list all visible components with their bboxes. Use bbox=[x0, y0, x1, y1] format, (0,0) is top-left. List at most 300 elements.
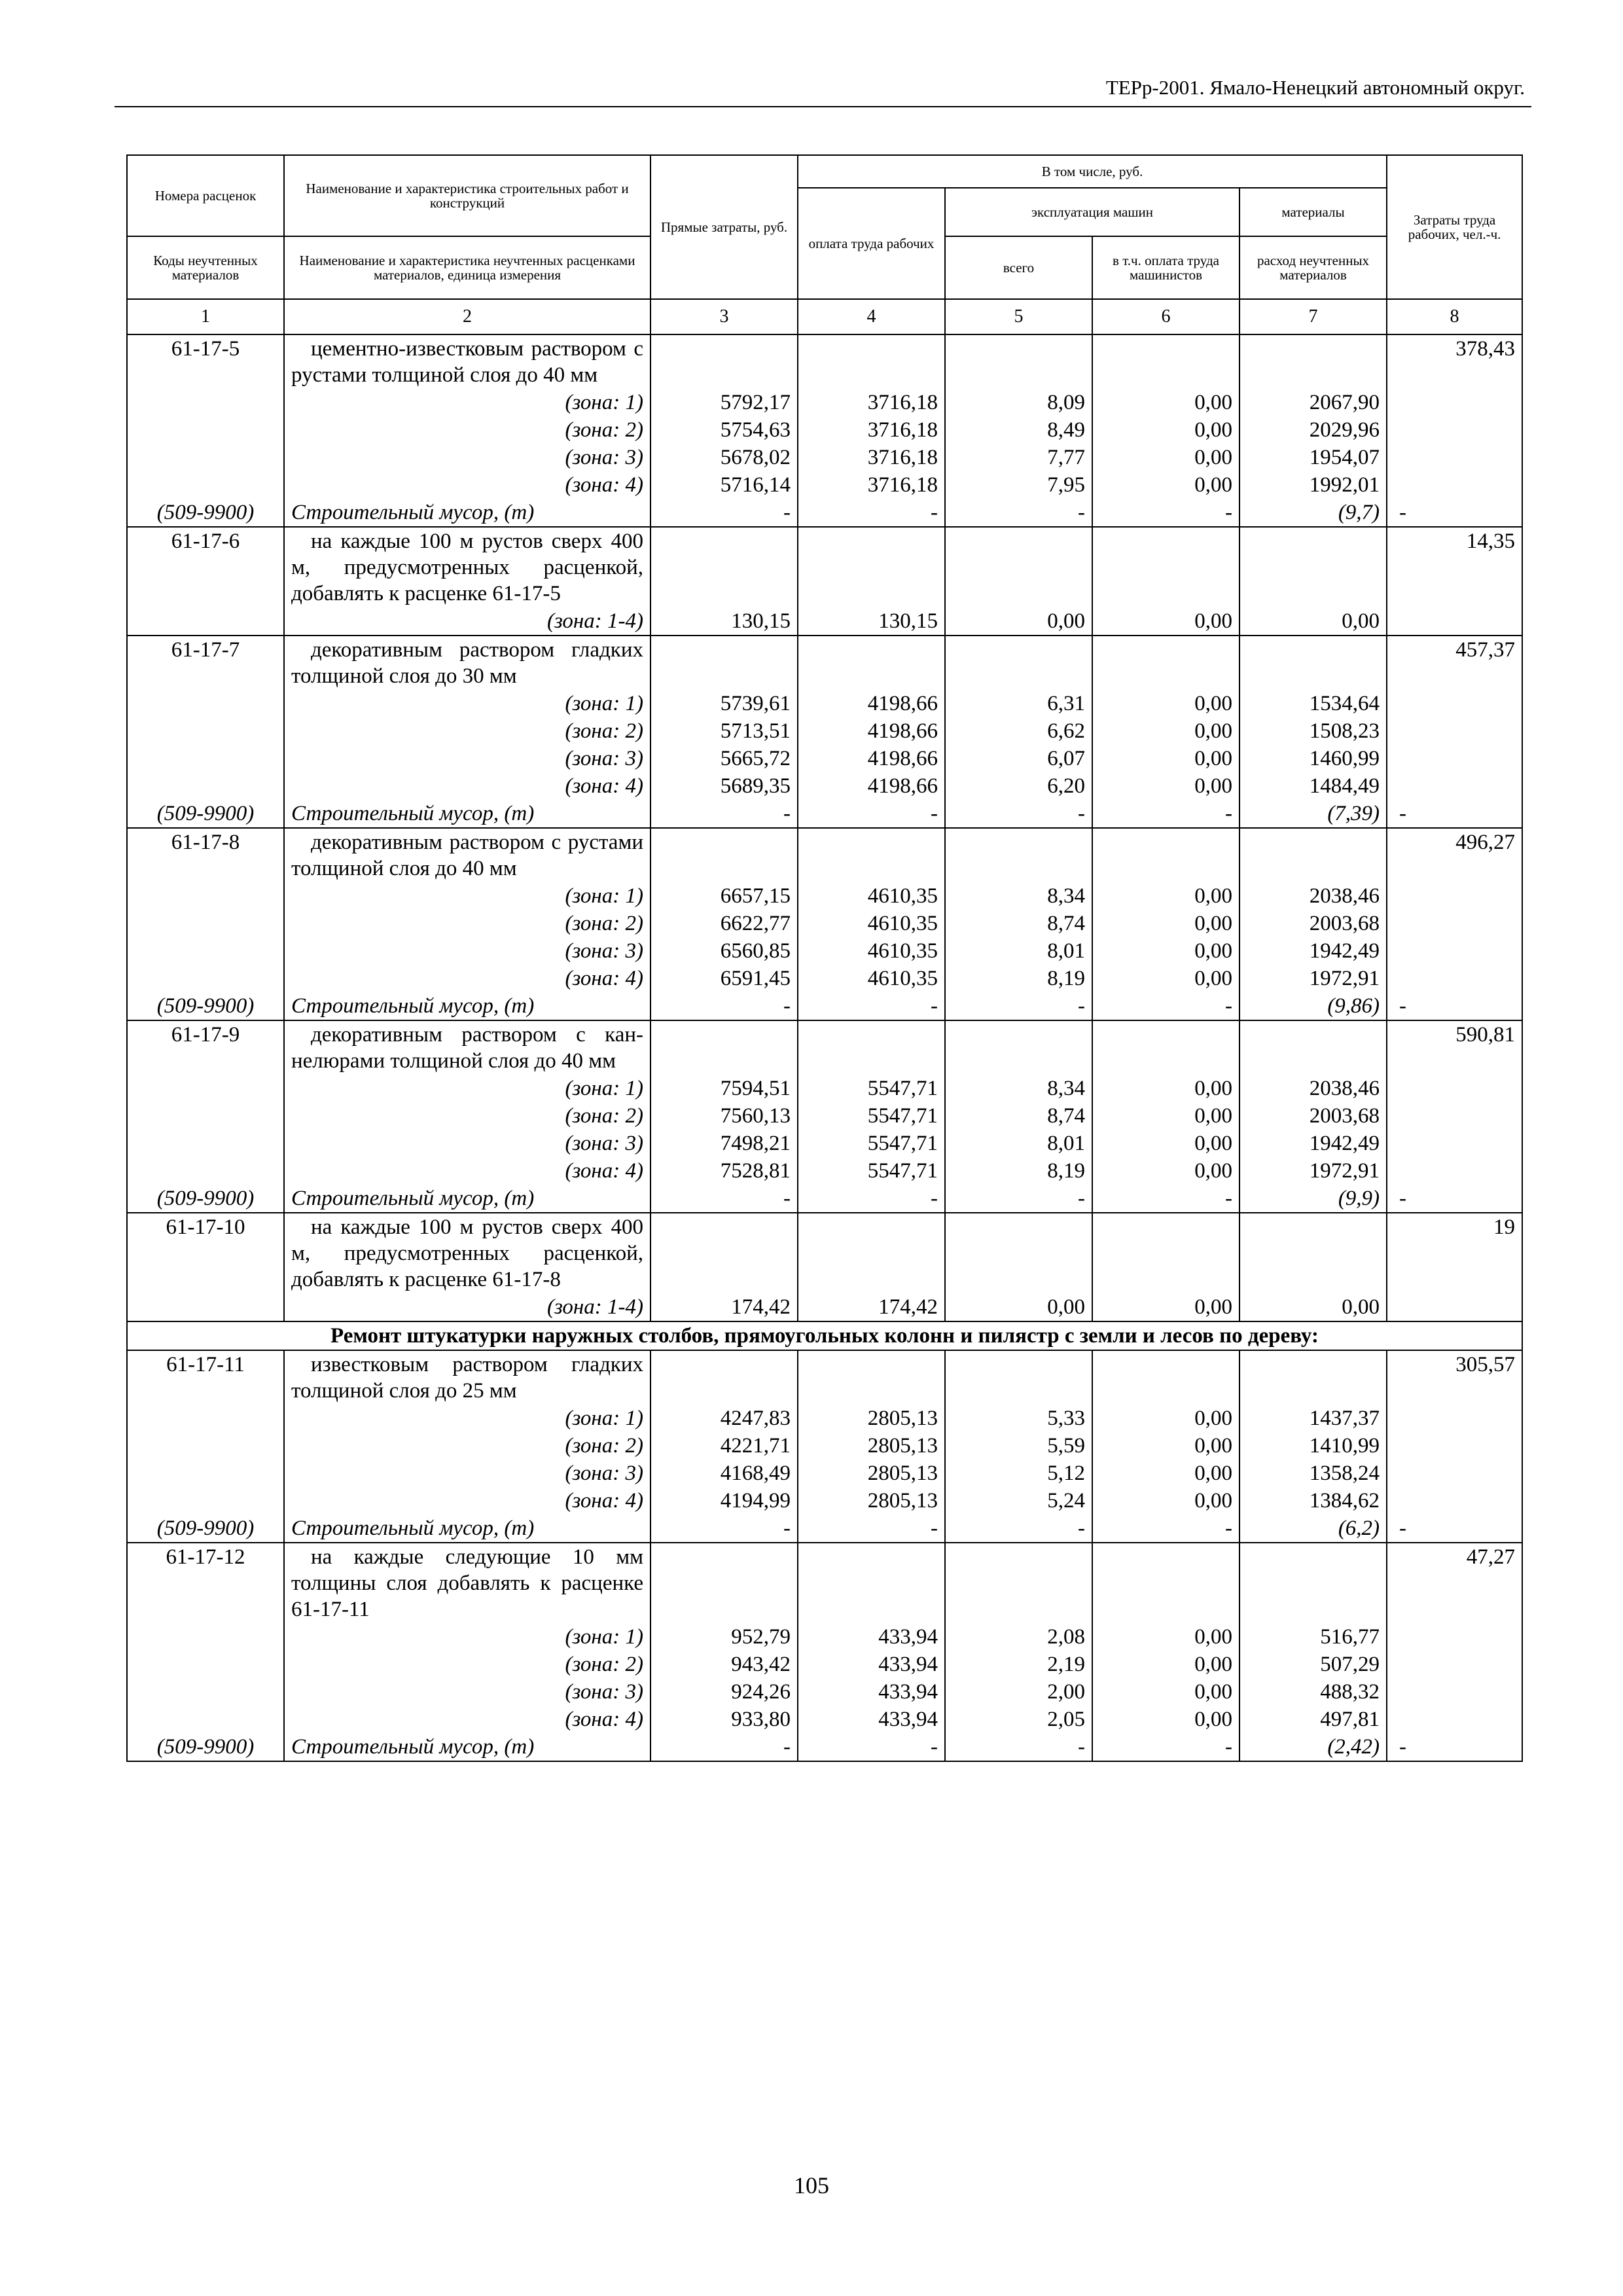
empty-cell bbox=[1387, 717, 1522, 745]
table-row bbox=[127, 1102, 1522, 1130]
empty-cell bbox=[127, 717, 284, 745]
direct-costs-value: 4168,49 bbox=[651, 1460, 798, 1487]
material-quantity: (6,2) bbox=[1240, 1515, 1387, 1543]
wages-value: 5547,71 bbox=[798, 1130, 945, 1157]
direct-costs-value: 7498,21 bbox=[651, 1130, 798, 1157]
work-description: на каждые 100 м рустов сверх 400 м, предусмотренных расценкой, добавлять к расценке 61-17-5 bbox=[284, 527, 651, 607]
operator-wages-value: 0,00 bbox=[1092, 910, 1240, 937]
zone-label: (зона: 3) bbox=[284, 444, 651, 471]
wages-value: 2805,13 bbox=[798, 1460, 945, 1487]
operator-wages-value: 0,00 bbox=[1092, 1651, 1240, 1678]
operator-wages-value: 0,00 bbox=[1092, 471, 1240, 499]
zone-label: (зона: 2) bbox=[284, 1651, 651, 1678]
empty-cell bbox=[1240, 636, 1387, 690]
machines-value: 8,01 bbox=[945, 937, 1092, 965]
dash-value: - bbox=[1092, 1185, 1240, 1213]
empty-cell bbox=[1387, 1075, 1522, 1102]
empty-cell bbox=[127, 745, 284, 772]
header-unaccounted-materials: расход неучтенных материалов bbox=[1240, 236, 1387, 299]
work-description: цементно-известковым раствором с рустами толщиной слоя до 40 мм bbox=[284, 334, 651, 389]
operator-wages-value: 0,00 bbox=[1092, 882, 1240, 910]
empty-cell bbox=[1387, 1678, 1522, 1706]
empty-cell bbox=[1240, 828, 1387, 882]
direct-costs-value: 7594,51 bbox=[651, 1075, 798, 1102]
empty-cell bbox=[127, 1102, 284, 1130]
zone-label: (зона: 2) bbox=[284, 1432, 651, 1460]
header-operator-wages: в т.ч. оплата труда машинистов bbox=[1092, 236, 1240, 299]
dash-value: - bbox=[798, 1185, 945, 1213]
machines-value: 5,59 bbox=[945, 1432, 1092, 1460]
table-row bbox=[127, 636, 1522, 690]
empty-cell bbox=[127, 1293, 284, 1321]
table-row bbox=[127, 1185, 1522, 1213]
zone-label: (зона: 2) bbox=[284, 910, 651, 937]
column-number: 1 bbox=[127, 299, 284, 334]
header-work-name: Наименование и характеристика строительных работ и конструкций bbox=[284, 155, 651, 236]
empty-cell bbox=[1387, 1405, 1522, 1432]
operator-wages-value: 0,00 bbox=[1092, 937, 1240, 965]
operator-wages-value: 0,00 bbox=[1092, 1706, 1240, 1733]
zone-label: (зона: 4) bbox=[284, 772, 651, 800]
work-description: декоративным раствором гладких толщиной слоя до 30 мм bbox=[284, 636, 651, 690]
header-material-codes: Коды неучтенных материалов bbox=[127, 236, 284, 299]
dash-value: - bbox=[798, 992, 945, 1020]
operator-wages-value: 0,00 bbox=[1092, 1623, 1240, 1651]
empty-cell bbox=[1092, 334, 1240, 389]
materials-value: 1410,99 bbox=[1240, 1432, 1387, 1460]
empty-cell bbox=[651, 828, 798, 882]
zone-label: (зона: 3) bbox=[284, 937, 651, 965]
table-row bbox=[127, 1432, 1522, 1460]
empty-cell bbox=[1240, 527, 1387, 607]
material-name: Строительный мусор, (т) bbox=[284, 992, 651, 1020]
dash-value: - bbox=[1092, 992, 1240, 1020]
wages-value: 4198,66 bbox=[798, 772, 945, 800]
table-row bbox=[127, 1213, 1522, 1293]
empty-cell bbox=[1092, 527, 1240, 607]
table-row bbox=[127, 1487, 1522, 1515]
dash-value: - bbox=[798, 800, 945, 828]
empty-cell bbox=[1387, 882, 1522, 910]
zone-label: (зона: 1) bbox=[284, 1075, 651, 1102]
operator-wages-value: 0,00 bbox=[1092, 416, 1240, 444]
empty-cell bbox=[1387, 1651, 1522, 1678]
empty-cell bbox=[127, 471, 284, 499]
column-number: 8 bbox=[1387, 299, 1522, 334]
operator-wages-value: 0,00 bbox=[1092, 1460, 1240, 1487]
table-row bbox=[127, 1623, 1522, 1651]
empty-cell bbox=[127, 607, 284, 636]
table-row bbox=[127, 882, 1522, 910]
materials-value: 1992,01 bbox=[1240, 471, 1387, 499]
machines-value: 2,00 bbox=[945, 1678, 1092, 1706]
table-row bbox=[127, 828, 1522, 882]
machines-value: 5,12 bbox=[945, 1460, 1092, 1487]
operator-wages-value: 0,00 bbox=[1092, 745, 1240, 772]
machines-value: 8,19 bbox=[945, 1157, 1092, 1185]
table-row bbox=[127, 471, 1522, 499]
work-description: декоративным раствором с рустами толщиной слоя до 40 мм bbox=[284, 828, 651, 882]
direct-costs-value: 5665,72 bbox=[651, 745, 798, 772]
empty-cell bbox=[1092, 828, 1240, 882]
dash-value: - bbox=[1092, 1515, 1240, 1543]
zone-label: (зона: 4) bbox=[284, 965, 651, 992]
labor-cost: 14,35 bbox=[1387, 527, 1522, 607]
empty-cell bbox=[127, 1706, 284, 1733]
header-machines: эксплуатация машин bbox=[945, 188, 1240, 236]
operator-wages-value: 0,00 bbox=[1092, 607, 1240, 636]
operator-wages-value: 0,00 bbox=[1092, 965, 1240, 992]
page-number: 105 bbox=[794, 2172, 829, 2198]
material-code: (509-9900) bbox=[127, 499, 284, 527]
header-material-names: Наименование и характеристика неучтенных расценками материалов, единица измерения bbox=[284, 236, 651, 299]
table-row bbox=[127, 1733, 1522, 1761]
material-code: (509-9900) bbox=[127, 1733, 284, 1761]
direct-costs-value: 4221,71 bbox=[651, 1432, 798, 1460]
materials-value: 1460,99 bbox=[1240, 745, 1387, 772]
zone-label: (зона: 1) bbox=[284, 1623, 651, 1651]
machines-value: 8,49 bbox=[945, 416, 1092, 444]
machines-value: 8,01 bbox=[945, 1130, 1092, 1157]
wages-value: 4610,35 bbox=[798, 965, 945, 992]
column-number: 3 bbox=[651, 299, 798, 334]
operator-wages-value: 0,00 bbox=[1092, 444, 1240, 471]
table-row bbox=[127, 444, 1522, 471]
dash-value: - bbox=[1387, 1515, 1522, 1543]
wages-value: 4610,35 bbox=[798, 882, 945, 910]
empty-cell bbox=[798, 1350, 945, 1405]
empty-cell bbox=[945, 1543, 1092, 1623]
material-name: Строительный мусор, (т) bbox=[284, 800, 651, 828]
table-row bbox=[127, 690, 1522, 717]
machines-value: 0,00 bbox=[945, 1293, 1092, 1321]
zone-label: (зона: 4) bbox=[284, 1157, 651, 1185]
materials-value: 1484,49 bbox=[1240, 772, 1387, 800]
material-quantity: (9,9) bbox=[1240, 1185, 1387, 1213]
empty-cell bbox=[127, 444, 284, 471]
direct-costs-value: 6657,15 bbox=[651, 882, 798, 910]
column-number: 5 bbox=[945, 299, 1092, 334]
empty-cell bbox=[127, 1651, 284, 1678]
table-row bbox=[127, 389, 1522, 416]
zone-label: (зона: 4) bbox=[284, 1487, 651, 1515]
zone-label: (зона: 4) bbox=[284, 1706, 651, 1733]
dash-value: - bbox=[798, 1515, 945, 1543]
empty-cell bbox=[1240, 1020, 1387, 1075]
wages-value: 3716,18 bbox=[798, 471, 945, 499]
empty-cell bbox=[1387, 1102, 1522, 1130]
labor-cost: 305,57 bbox=[1387, 1350, 1522, 1405]
wages-value: 5547,71 bbox=[798, 1102, 945, 1130]
table-row bbox=[127, 499, 1522, 527]
dash-value: - bbox=[1387, 1733, 1522, 1761]
wages-value: 4610,35 bbox=[798, 910, 945, 937]
work-description: на каждые следующие 10 мм толщины слоя добавлять к расценке 61-17-11 bbox=[284, 1543, 651, 1623]
empty-cell bbox=[1387, 1293, 1522, 1321]
header-direct-costs: Прямые затраты, руб. bbox=[651, 155, 798, 299]
materials-value: 1437,37 bbox=[1240, 1405, 1387, 1432]
empty-cell bbox=[798, 828, 945, 882]
empty-cell bbox=[945, 334, 1092, 389]
header-wages: оплата труда рабочих bbox=[798, 188, 945, 299]
wages-value: 3716,18 bbox=[798, 389, 945, 416]
zone-label: (зона: 3) bbox=[284, 1130, 651, 1157]
direct-costs-value: 952,79 bbox=[651, 1623, 798, 1651]
header-including: В том числе, руб. bbox=[798, 155, 1387, 188]
operator-wages-value: 0,00 bbox=[1092, 1487, 1240, 1515]
wages-value: 2805,13 bbox=[798, 1432, 945, 1460]
table-row bbox=[127, 1651, 1522, 1678]
machines-value: 2,08 bbox=[945, 1623, 1092, 1651]
machines-value: 5,24 bbox=[945, 1487, 1092, 1515]
dash-value: - bbox=[945, 800, 1092, 828]
empty-cell bbox=[651, 1020, 798, 1075]
operator-wages-value: 0,00 bbox=[1092, 1678, 1240, 1706]
machines-value: 0,00 bbox=[945, 607, 1092, 636]
wages-value: 433,94 bbox=[798, 1706, 945, 1733]
empty-cell bbox=[127, 882, 284, 910]
materials-value: 1358,24 bbox=[1240, 1460, 1387, 1487]
table-row bbox=[127, 334, 1522, 389]
operator-wages-value: 0,00 bbox=[1092, 1432, 1240, 1460]
rate-code: 61-17-9 bbox=[127, 1020, 284, 1075]
table-row bbox=[127, 1157, 1522, 1185]
materials-value: 0,00 bbox=[1240, 1293, 1387, 1321]
empty-cell bbox=[798, 334, 945, 389]
empty-cell bbox=[798, 636, 945, 690]
dash-value: - bbox=[945, 1733, 1092, 1761]
table-row bbox=[127, 745, 1522, 772]
empty-cell bbox=[127, 1130, 284, 1157]
labor-cost: 19 bbox=[1387, 1213, 1522, 1293]
operator-wages-value: 0,00 bbox=[1092, 717, 1240, 745]
materials-value: 1972,91 bbox=[1240, 965, 1387, 992]
labor-cost: 496,27 bbox=[1387, 828, 1522, 882]
empty-cell bbox=[1387, 1706, 1522, 1733]
table-row bbox=[127, 717, 1522, 745]
empty-cell bbox=[1387, 1623, 1522, 1651]
material-name: Строительный мусор, (т) bbox=[284, 1185, 651, 1213]
empty-cell bbox=[651, 636, 798, 690]
empty-cell bbox=[1387, 745, 1522, 772]
machines-value: 8,34 bbox=[945, 882, 1092, 910]
wages-value: 4198,66 bbox=[798, 690, 945, 717]
column-number: 6 bbox=[1092, 299, 1240, 334]
table-row bbox=[127, 772, 1522, 800]
zone-label: (зона: 1) bbox=[284, 690, 651, 717]
work-description: декоративным раствором с каннелюрами толщиной слоя до 40 мм bbox=[284, 1020, 651, 1075]
direct-costs-value: 7528,81 bbox=[651, 1157, 798, 1185]
empty-cell bbox=[127, 1460, 284, 1487]
empty-cell bbox=[798, 1020, 945, 1075]
table-header bbox=[127, 155, 1522, 334]
machines-value: 6,20 bbox=[945, 772, 1092, 800]
dash-value: - bbox=[651, 1515, 798, 1543]
dash-value: - bbox=[1387, 800, 1522, 828]
empty-cell bbox=[1387, 471, 1522, 499]
direct-costs-value: 5713,51 bbox=[651, 717, 798, 745]
header-machines-total: всего bbox=[945, 236, 1092, 299]
direct-costs-value: 4247,83 bbox=[651, 1405, 798, 1432]
empty-cell bbox=[1387, 389, 1522, 416]
table-row bbox=[127, 1130, 1522, 1157]
dash-value: - bbox=[945, 499, 1092, 527]
empty-cell bbox=[1240, 1350, 1387, 1405]
empty-cell bbox=[651, 1543, 798, 1623]
direct-costs-value: 130,15 bbox=[651, 607, 798, 636]
empty-cell bbox=[1240, 1543, 1387, 1623]
material-quantity: (2,42) bbox=[1240, 1733, 1387, 1761]
direct-costs-value: 5678,02 bbox=[651, 444, 798, 471]
wages-value: 2805,13 bbox=[798, 1405, 945, 1432]
dash-value: - bbox=[651, 992, 798, 1020]
direct-costs-value: 6591,45 bbox=[651, 965, 798, 992]
empty-cell bbox=[1387, 416, 1522, 444]
labor-cost: 47,27 bbox=[1387, 1543, 1522, 1623]
empty-cell bbox=[1387, 1460, 1522, 1487]
operator-wages-value: 0,00 bbox=[1092, 772, 1240, 800]
empty-cell bbox=[1387, 444, 1522, 471]
material-quantity: (9,7) bbox=[1240, 499, 1387, 527]
zone-label: (зона: 1) bbox=[284, 1405, 651, 1432]
header-materials: материалы bbox=[1240, 188, 1387, 236]
empty-cell bbox=[945, 828, 1092, 882]
table-row bbox=[127, 992, 1522, 1020]
material-code: (509-9900) bbox=[127, 1185, 284, 1213]
empty-cell bbox=[127, 416, 284, 444]
direct-costs-value: 174,42 bbox=[651, 1293, 798, 1321]
column-number: 7 bbox=[1240, 299, 1387, 334]
machines-value: 2,19 bbox=[945, 1651, 1092, 1678]
empty-cell bbox=[1092, 636, 1240, 690]
empty-cell bbox=[1387, 1130, 1522, 1157]
operator-wages-value: 0,00 bbox=[1092, 1130, 1240, 1157]
materials-value: 2067,90 bbox=[1240, 389, 1387, 416]
operator-wages-value: 0,00 bbox=[1092, 1102, 1240, 1130]
zone-label: (зона: 2) bbox=[284, 717, 651, 745]
empty-cell bbox=[945, 1350, 1092, 1405]
material-code: (509-9900) bbox=[127, 992, 284, 1020]
empty-cell bbox=[651, 1213, 798, 1293]
machines-value: 7,77 bbox=[945, 444, 1092, 471]
dash-value: - bbox=[651, 800, 798, 828]
materials-value: 2038,46 bbox=[1240, 1075, 1387, 1102]
materials-value: 497,81 bbox=[1240, 1706, 1387, 1733]
empty-cell bbox=[127, 389, 284, 416]
header-rate-numbers: Номера расценок bbox=[127, 155, 284, 236]
wages-value: 3716,18 bbox=[798, 444, 945, 471]
empty-cell bbox=[127, 937, 284, 965]
empty-cell bbox=[1387, 1157, 1522, 1185]
table-row bbox=[127, 1706, 1522, 1733]
empty-cell bbox=[127, 1075, 284, 1102]
wages-value: 5547,71 bbox=[798, 1075, 945, 1102]
table-row bbox=[127, 1460, 1522, 1487]
dash-value: - bbox=[651, 1733, 798, 1761]
materials-value: 1972,91 bbox=[1240, 1157, 1387, 1185]
table-row bbox=[127, 1075, 1522, 1102]
empty-cell bbox=[651, 334, 798, 389]
machines-value: 8,74 bbox=[945, 1102, 1092, 1130]
operator-wages-value: 0,00 bbox=[1092, 389, 1240, 416]
table-row bbox=[127, 1405, 1522, 1432]
wages-value: 5547,71 bbox=[798, 1157, 945, 1185]
dash-value: - bbox=[1387, 992, 1522, 1020]
table-row bbox=[127, 607, 1522, 636]
materials-value: 1534,64 bbox=[1240, 690, 1387, 717]
machines-value: 8,34 bbox=[945, 1075, 1092, 1102]
direct-costs-value: 6560,85 bbox=[651, 937, 798, 965]
empty-cell bbox=[1387, 965, 1522, 992]
materials-value: 2003,68 bbox=[1240, 910, 1387, 937]
materials-value: 1954,07 bbox=[1240, 444, 1387, 471]
empty-cell bbox=[127, 1487, 284, 1515]
direct-costs-value: 5739,61 bbox=[651, 690, 798, 717]
rates-table bbox=[126, 154, 1523, 1762]
direct-costs-value: 4194,99 bbox=[651, 1487, 798, 1515]
materials-value: 507,29 bbox=[1240, 1651, 1387, 1678]
section-heading: Ремонт штукатурки наружных столбов, прямоугольных колонн и пилястр с земли и лесов по дереву: bbox=[127, 1321, 1522, 1350]
labor-cost: 457,37 bbox=[1387, 636, 1522, 690]
direct-costs-value: 5716,14 bbox=[651, 471, 798, 499]
empty-cell bbox=[1387, 772, 1522, 800]
empty-cell bbox=[651, 1350, 798, 1405]
wages-value: 2805,13 bbox=[798, 1487, 945, 1515]
empty-cell bbox=[127, 965, 284, 992]
dash-value: - bbox=[651, 1185, 798, 1213]
direct-costs-value: 924,26 bbox=[651, 1678, 798, 1706]
zone-label: (зона: 3) bbox=[284, 1460, 651, 1487]
table-row bbox=[127, 1293, 1522, 1321]
table-row bbox=[127, 1543, 1522, 1623]
empty-cell bbox=[127, 1678, 284, 1706]
empty-cell bbox=[798, 1213, 945, 1293]
materials-value: 1942,49 bbox=[1240, 1130, 1387, 1157]
labor-cost: 378,43 bbox=[1387, 334, 1522, 389]
material-name: Строительный мусор, (т) bbox=[284, 499, 651, 527]
table-row bbox=[127, 800, 1522, 828]
materials-value: 488,32 bbox=[1240, 1678, 1387, 1706]
material-code: (509-9900) bbox=[127, 1515, 284, 1543]
direct-costs-value: 5754,63 bbox=[651, 416, 798, 444]
dash-value: - bbox=[945, 1515, 1092, 1543]
zone-label: (зона: 1-4) bbox=[284, 1293, 651, 1321]
zone-label: (зона: 3) bbox=[284, 745, 651, 772]
zone-label: (зона: 3) bbox=[284, 1678, 651, 1706]
column-number: 2 bbox=[284, 299, 651, 334]
empty-cell bbox=[945, 636, 1092, 690]
document-title: ТЕРр-2001. Ямало-Ненецкий автономный округ. bbox=[1105, 76, 1525, 99]
empty-cell bbox=[1092, 1350, 1240, 1405]
direct-costs-value: 933,80 bbox=[651, 1706, 798, 1733]
empty-cell bbox=[127, 1432, 284, 1460]
machines-value: 8,74 bbox=[945, 910, 1092, 937]
rate-code: 61-17-5 bbox=[127, 334, 284, 389]
running-header bbox=[115, 72, 1531, 107]
machines-value: 2,05 bbox=[945, 1706, 1092, 1733]
table-body bbox=[127, 334, 1522, 1761]
direct-costs-value: 5689,35 bbox=[651, 772, 798, 800]
materials-value: 2029,96 bbox=[1240, 416, 1387, 444]
dash-value: - bbox=[651, 499, 798, 527]
empty-cell bbox=[798, 1543, 945, 1623]
dash-value: - bbox=[1387, 499, 1522, 527]
table-row bbox=[127, 1321, 1522, 1350]
table-row bbox=[127, 965, 1522, 992]
table-row bbox=[127, 527, 1522, 607]
dash-value: - bbox=[945, 992, 1092, 1020]
wages-value: 174,42 bbox=[798, 1293, 945, 1321]
